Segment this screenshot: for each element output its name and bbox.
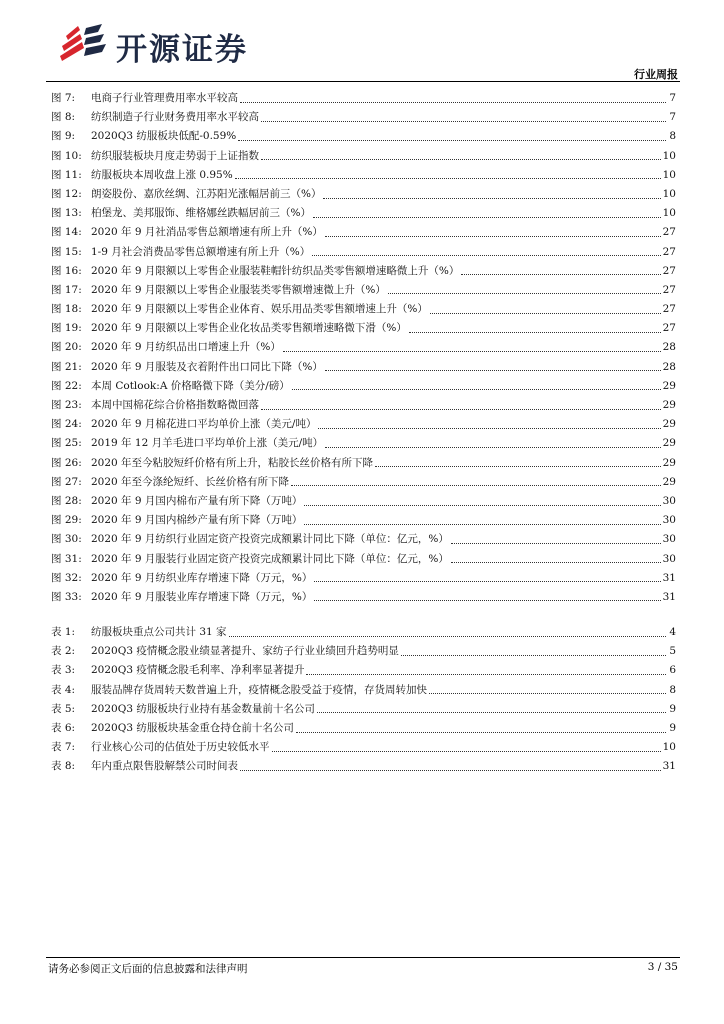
dot-leader [292,388,661,390]
entry-title: 2020 年 9 月国内棉纱产量有所下降（万吨） [91,514,303,527]
entry-page: 30 [662,533,676,546]
figure-entry[interactable] [51,127,676,146]
entry-title: 纺服板块重点公司共计 31 家 [91,626,227,638]
entry-title: 柏堡龙、美邦服饰、维格娜丝跌幅居前三（%） [91,207,311,220]
figure-list [51,89,676,607]
figure-entry[interactable] [51,262,676,281]
figure-entry[interactable] [51,108,676,127]
entry-number: 图 33: [51,590,82,603]
entry-number: 图 16: [51,264,82,277]
entry-number: 图 8: [51,111,76,124]
entry-page: 30 [662,552,676,565]
entry-number: 图 28: [51,494,82,507]
entry-page: 6 [669,664,676,677]
entry-page: 31 [662,571,676,584]
entry-page: 10 [662,187,676,200]
entry-page: 27 [662,303,676,316]
dot-leader [314,599,660,601]
entry-page: 29 [662,418,676,431]
section-tag: 行业周报 [634,68,678,81]
entry-page: 9 [669,721,676,734]
entry-title: 纺服板块本周收盘上涨 0.95% [91,168,233,181]
entry-page: 8 [669,130,676,143]
footer-divider [46,957,680,958]
entry-page: 29 [662,379,676,392]
entry-page: 31 [662,760,676,773]
figure-entry[interactable] [51,530,676,549]
figure-entry[interactable] [51,588,676,607]
table-entry[interactable] [51,757,676,776]
figure-entry[interactable] [51,223,676,242]
entry-number: 图 18: [51,303,82,316]
figure-entry[interactable] [51,185,676,204]
entry-page: 29 [662,437,676,450]
figure-entry[interactable] [51,338,676,357]
dot-leader [313,216,661,218]
entry-number: 图 15: [51,245,82,258]
entry-number: 图 31: [51,552,82,565]
entry-title: 2020 年 9 月服装及衣着附件出口同比下降（%） [91,360,323,373]
dot-leader [451,561,661,563]
entry-title: 2020 年 9 月限额以上零售企业服装鞋帽针纺织品类零售额增速略微上升（%） [91,264,460,277]
entry-number: 表 7: [51,741,76,754]
dot-leader [261,158,661,160]
entry-number: 表 6: [51,721,76,734]
dot-leader [323,197,660,199]
entry-page: 29 [662,475,676,488]
entry-number: 图 11: [51,168,82,181]
dot-leader [429,692,666,694]
dot-leader [325,446,660,448]
entry-title: 2020Q3 纺服板块基金重仓持仓前十名公司 [91,721,294,734]
dot-leader [238,139,666,141]
entry-number: 图 23: [51,399,82,411]
entry-number: 图 29: [51,514,82,527]
entry-page: 10 [662,149,676,162]
entry-number: 图 30: [51,533,82,546]
table-entry[interactable] [51,642,676,661]
entry-title: 朗姿股份、嘉欣丝绸、江苏阳光涨幅居前三（%） [91,187,322,200]
dot-leader [409,331,661,333]
entry-page: 10 [662,741,676,754]
dot-leader [306,673,666,675]
dot-leader [272,750,661,752]
dot-leader [325,369,661,371]
entry-number: 图 9: [51,130,76,143]
figure-entry[interactable] [51,300,676,319]
table-list [51,623,676,777]
entry-title: 2020 年 9 月服装业库存增速下降（万元，%） [91,590,313,603]
entry-title: 电商子行业管理费用率水平较高 [91,92,238,104]
entry-page: 30 [662,514,676,527]
entry-number: 表 8: [51,760,76,773]
entry-title: 2020Q3 疫情概念股毛利率、净利率显著提升 [91,664,305,677]
entry-number: 图 26: [51,456,82,469]
dot-leader [240,101,666,103]
brand-name: 开源证券 [116,32,248,68]
table-entry[interactable] [51,738,676,757]
entry-title: 年内重点限售股解禁公司时间表 [91,760,238,773]
entry-page: 5 [669,645,676,658]
figure-entry[interactable] [51,473,676,492]
dot-leader [317,711,666,713]
entry-number: 表 4: [51,683,76,696]
entry-number: 图 21: [51,360,82,373]
entry-title: 2020 年 9 月纺织行业固定资产投资完成额累计同比下降（单位：亿元，%） [91,533,449,546]
dot-leader [388,292,661,294]
entry-number: 图 17: [51,283,82,296]
entry-title: 行业核心公司的估值处于历史较低水平 [91,741,270,754]
entry-page: 27 [662,245,676,258]
dot-leader [261,408,661,410]
entry-page: 28 [662,341,676,354]
dot-leader [430,312,661,314]
table-entry[interactable] [51,623,676,642]
entry-title: 2020 年 9 月棉花进口平均单价上涨（美元/吨） [91,418,317,431]
figure-entry[interactable] [51,415,676,434]
dot-leader [235,177,661,179]
entry-number: 图 13: [51,207,82,220]
figure-entry[interactable] [51,569,676,588]
entry-title: 2020 年 9 月限额以上零售企业体育、娱乐用品类零售额增速上升（%） [91,303,428,316]
entry-page: 7 [669,92,676,104]
kaiyuan-logo-icon [58,22,108,64]
table-entry[interactable] [51,719,676,738]
dot-leader [318,427,660,429]
dot-leader [375,465,661,467]
dot-leader [461,273,660,275]
entry-number: 图 27: [51,475,82,488]
figure-entry[interactable] [51,550,676,569]
table-entry[interactable] [51,700,676,719]
dot-leader [304,523,660,525]
figure-entry[interactable] [51,396,676,415]
entry-title: 纺织服装板块月度走势弱于上证指数 [91,149,259,162]
figure-entry[interactable] [51,204,676,223]
entry-title: 2020Q3 纺服板块低配-0.59% [91,130,237,143]
entry-number: 表 5: [51,702,76,715]
dot-leader [312,254,660,256]
entry-title: 2020Q3 纺服板块行业持有基金数量前十名公司 [91,702,315,715]
figure-entry[interactable] [51,454,676,473]
entry-page: 7 [669,111,676,124]
dot-leader [296,731,666,733]
entry-number: 表 3: [51,664,76,677]
entry-number: 图 7: [51,92,76,104]
entry-page: 27 [662,264,676,277]
entry-number: 表 2: [51,645,76,658]
entry-number: 图 32: [51,571,82,584]
dot-leader [401,654,666,656]
dot-leader [325,235,661,237]
dot-leader [451,542,661,544]
entry-title: 2020 年至今涤纶短纤、长丝价格有所下降 [91,475,290,488]
entry-page: 10 [662,168,676,181]
entry-number: 图 14: [51,226,82,239]
figure-entry[interactable] [51,511,676,530]
entry-number: 图 20: [51,341,82,354]
entry-number: 图 10: [51,149,82,162]
entry-title: 2020 年 9 月服装行业固定资产投资完成额累计同比下降（单位：亿元，%） [91,552,449,565]
entry-page: 31 [662,590,676,603]
table-entry[interactable] [51,661,676,680]
entry-title: 2020 年 9 月社消品零售总额增速有所上升（%） [91,226,323,239]
entry-title: 2020 年 9 月纺织业库存增速下降（万元，%） [91,571,313,584]
entry-page: 28 [662,360,676,373]
table-entry[interactable] [51,681,676,700]
entry-title: 2020 年 9 月限额以上零售企业化妆品类零售额增速略微下滑（%） [91,322,407,335]
entry-title: 本周 Cotlook:A 价格略微下降（美分/磅） [91,379,290,392]
entry-page: 27 [662,283,676,296]
figure-entry[interactable] [51,281,676,300]
entry-page: 29 [662,399,676,411]
figure-entry[interactable] [51,377,676,396]
entry-page: 27 [662,226,676,239]
entry-number: 图 25: [51,437,82,450]
entry-title: 纺织制造子行业财务费用率水平较高 [91,111,259,124]
entry-title: 服装品牌存货周转天数普遍上升，疫情概念股受益于疫情，存货周转加快 [91,683,427,696]
dot-leader [240,769,661,771]
entry-number: 表 1: [51,626,76,638]
entry-title: 本周中国棉花综合价格指数略微回落 [91,399,259,411]
entry-number: 图 19: [51,322,82,335]
entry-page: 29 [662,456,676,469]
dot-leader [283,350,661,352]
page-number: 3 / 35 [647,961,678,973]
figure-entry[interactable] [51,166,676,185]
figure-entry[interactable] [51,147,676,166]
entry-page: 30 [662,494,676,507]
entry-title: 2020 年 9 月限额以上零售企业服装类零售额增速微上升（%） [91,283,386,296]
entry-page: 10 [662,207,676,220]
entry-title: 2019 年 12 月羊毛进口平均单价上涨（美元/吨） [91,437,324,450]
entry-title: 2020 年 9 月纺织品出口增速上升（%） [91,341,281,354]
figure-entry[interactable] [51,319,676,338]
entry-page: 27 [662,322,676,335]
entry-page: 8 [669,683,676,696]
header-divider [46,81,680,82]
disclaimer-text: 请务必参阅正文后面的信息披露和法律声明 [48,963,248,975]
entry-page: 9 [669,702,676,715]
dot-leader [291,484,661,486]
figure-entry[interactable] [51,492,676,511]
entry-title: 2020Q3 疫情概念股业绩显著提升、家纺子行业业绩回升趋势明显 [91,645,399,658]
page-header [0,0,724,90]
dot-leader [229,635,666,637]
dot-leader [261,120,666,122]
entry-number: 图 22: [51,379,82,392]
entry-title: 1-9 月社会消费品零售总额增速有所上升（%） [91,245,311,258]
entry-title: 2020 年至今粘胶短纤价格有所上升，粘胶长丝价格有所下降 [91,456,374,469]
entry-number: 图 24: [51,418,82,431]
figure-entry[interactable] [51,243,676,262]
dot-leader [304,504,660,506]
figure-entry[interactable] [51,434,676,453]
entry-page: 4 [669,626,676,638]
entry-title: 2020 年 9 月国内棉布产量有所下降（万吨） [91,494,303,507]
figure-entry[interactable] [51,358,676,377]
figure-entry[interactable] [51,89,676,108]
entry-number: 图 12: [51,187,82,200]
dot-leader [314,580,660,582]
